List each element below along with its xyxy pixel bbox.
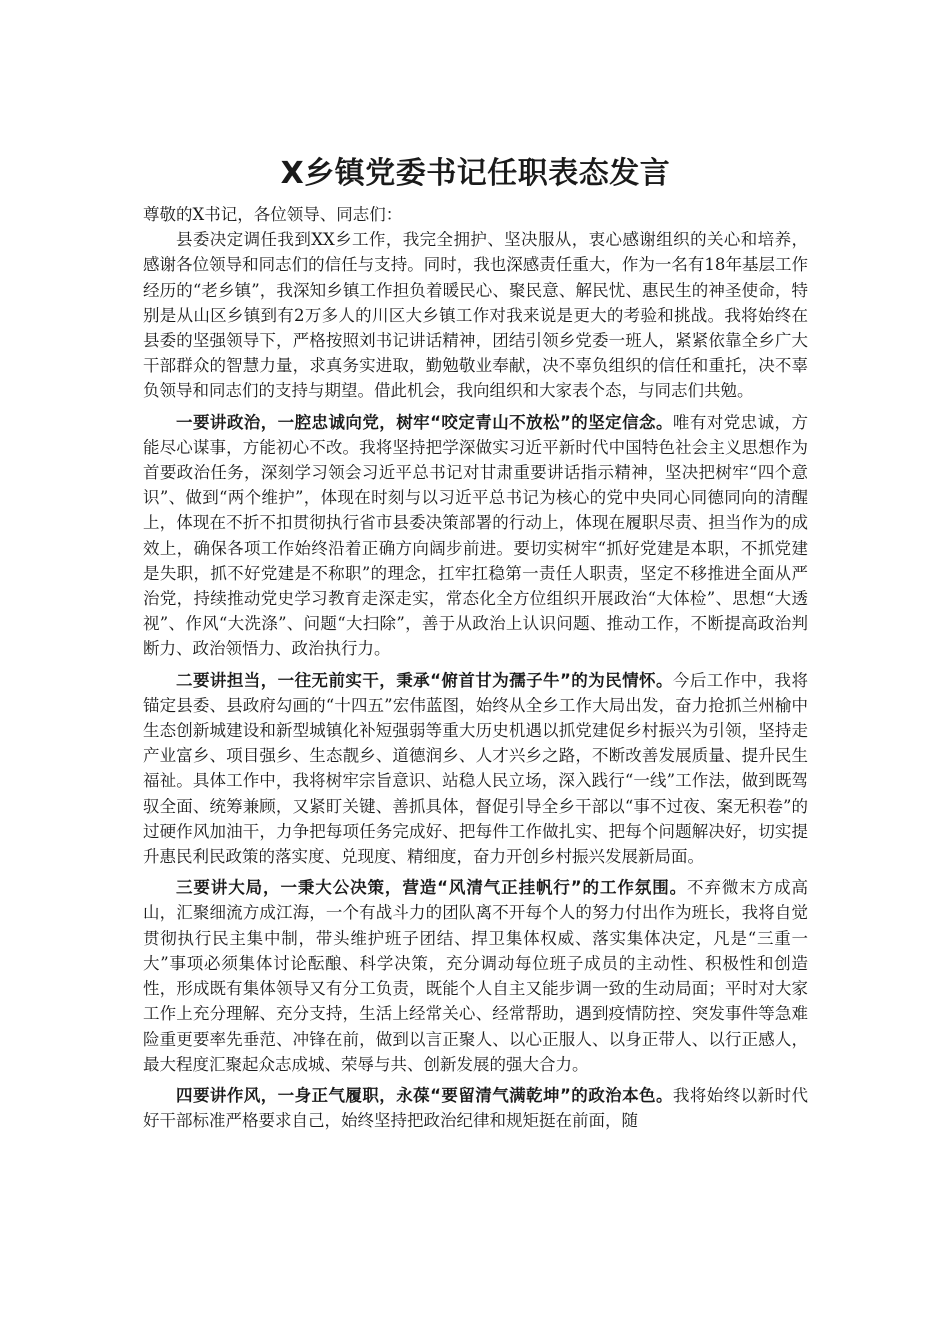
paragraph-heading: 一要讲政治，一腔忠诚向党，树牢“咬定青山不放松”的坚定信念。 — [176, 412, 673, 432]
paragraph-text: 我将始终以新时代好干部标准严格要求自己，始终坚持把政治纪律和规矩挺在前面，随 — [143, 1085, 808, 1131]
paragraph-heading: 二要讲担当，一往无前实干，秉承“俯首甘为孺子牛”的为民情怀。 — [176, 670, 673, 690]
document-page — [143, 148, 808, 1139]
paragraph-text: 唯有对党忠诚，方能尽心谋事，方能初心不改。我将坚持把学深做实习近平新时代中国特色社会主义思想作为首要政治任务，深刻学习领会习近平总书记对甘肃重要讲话指示精神，坚决把树牢“四个意识”、做到“两个维护”，体现在时刻与以习近平总书记为核心的党中央同心同德同向的清醒上，体现在不折不扣贯彻执行省市县委决策部署的行动上，体现在履职尽责、担当作为的成效上，确保各项工作始终沿着正确方向阔步前进。要切实树牢“抓好党建是本职，不抓党建是失职，抓不好党建是不称职”的理念，扛牢扛稳第一责任人职责，坚定不移推进全面从严治党，持续推动党史学习教育走深走实，常态化全方位组织开展政治“大体检”、思想“大透视”、作风“大洗涤”、问题“大扫除”，善于从政治上认识问题、推动工作，不断提高政治判断力、政治领悟力、政治执行力。 — [143, 412, 808, 659]
salutation: 尊敬的X书记，各位领导、同志们： — [143, 205, 403, 224]
paragraph-responsibility — [143, 668, 808, 876]
paragraph-text: 不弃微末方成高山，汇聚细流方成江海，一个有战斗力的团队离不开每个人的努力付出作为班长，我将自觉贯彻执行民主集中制，带头维护班子团结、捍卫集体权威、落实集体决定，凡是“三重一大”事项必须集体讨论酝酿、科学决策，充分调动每位班子成员的主动性、积极性和创造性，形成既有集体领导又有分工负责，既能个人自主又能步调一致的生动局面；平时对大家工作上充分理解、充分支持，生活上经常关心、经常帮助，遇到疫情防控、突发事件等急难险重更要率先垂范、冲锋在前，做到以言正聚人、以心正服人、以身正带人、以行正感人，最大程度汇聚起众志成城、荣辱与共、创新发展的强大合力。 — [143, 878, 808, 1074]
paragraph-text: 今后工作中，我将锚定县委、县政府勾画的“十四五”宏伟蓝图，始终从全乡工作大局出发，奋力抢抓兰州榆中生态创新城建设和新型城镇化补短强弱等重大历史机遇以抓党建促乡村振兴为引领，坚持走产业富乡、项目强乡、生态靓乡、道德润乡、人才兴乡之路，不断改善发展质量、提升民生福祉。具体工作中，我将树牢宗旨意识、站稳人民立场，深入践行“一线”工作法，做到既驾驭全面、统筹兼顾，又紧盯关键、善抓具体，督促引导全乡干部以“事不过夜、案无积卷”的过硬作风加油干，力争把每项任务完成好、把每件工作做扎实、把每个问题解决好，切实提升惠民利民政策的落实度、兑现度、精细度，奋力开创乡村振兴发展新局面。 — [143, 670, 808, 867]
paragraph-work-style — [143, 1083, 808, 1139]
paragraph-heading: 三要讲大局，一秉大公决策，营造“风清气正挂帆行”的工作氛围。 — [176, 878, 688, 898]
paragraph-politics — [143, 410, 808, 668]
document-title: X乡镇党委书记任职表态发言 — [280, 156, 671, 191]
paragraph-heading: 四要讲作风，一身正气履职，永葆“要留清气满乾坤”的政治本色。 — [176, 1085, 673, 1105]
paragraph-text: 县委决定调任我到XX乡工作，我完全拥护、坚决服从，衷心感谢组织的关心和培养，感谢各位领导和同志们的信任与支持。同时，我也深感责任重大，作为一名有18年基层工作经历的“老乡镇”，我深知乡镇工作担负着暖民心、聚民意、解民忧、惠民生的神圣使命，特别是从山区乡镇到有2万多人的川区大乡镇工作对我来说是更大的考验和挑战。我将始终在县委的坚强领导下，严格按照刘书记讲话精神，团结引领乡党委一班人，紧紧依靠全乡广大干部群众的智慧力量，求真务实进取，勤勉敬业奉献，决不辜负组织的信任和重托，决不辜负领导和同志们的支持与期望。借此机会，我向组织和大家表个态，与同志们共勉。 — [143, 230, 808, 401]
paragraph-overall-situation — [143, 875, 808, 1083]
paragraph-intro — [143, 227, 808, 409]
